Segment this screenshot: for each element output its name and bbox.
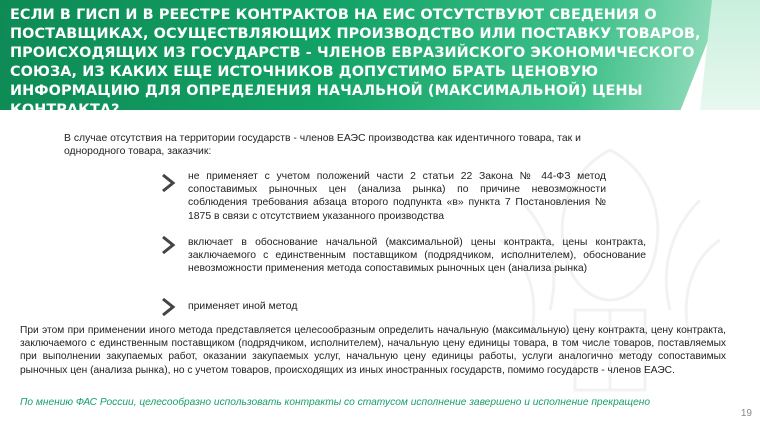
list-item-text: не применяет с учетом положений части 2 статьи 22 Закона № 44-ФЗ метод сопоставимых рыночных цен (анализа рынка) по причине невозможности соблюдения требования абзаца второго подпункта «в» пункта 7 Постановления № 1875 в связи с отсутствием указанного производства — [188, 171, 606, 222]
chevron-right-icon — [160, 236, 176, 254]
intro-text: В случае отсутствия на территории государств - членов ЕАЭС производства как идентичного товара, так и однородного товара, заказчик: — [64, 133, 581, 158]
chevron-right-icon — [160, 298, 176, 316]
page-number: 19 — [740, 408, 752, 419]
fas-note: По мнению ФАС России, целесообразно использовать контракты со статусом исполнение завершено и исполнение прекращено — [20, 397, 651, 408]
chevron-right-icon — [160, 174, 176, 192]
list-item-text: включает в обоснование начальной (максимальной) цены контракта, цены контракта, заключаемого с единственным поставщиком (подрядчиком, исполнителем), обоснование невозможности применения метода сопоставимых рыночных цен (анализа рынка) — [188, 237, 646, 275]
body-paragraph: При этом при применении иного метода представляется целесообразным определить начальную (максимальную) цену контракта, цену контракта, заключаемого с единственным поставщиком (подрядчиком, исполнителем), начальную цену единицы товара, в том числе товаров, поставляемых при выполнении закупаемых работ, оказании закупаемых услуг, начальную цену единицы работы, услуги аналогично методу сопоставимых рыночных цен (анализа рынка), но с учетом товаров, происходящих из иных иностранных государств, помимо государств - членов ЕАЭС. — [20, 325, 726, 376]
list-item-text: применяет иной метод — [188, 301, 298, 312]
page-title: ЕСЛИ В ГИСП И В РЕЕСТРЕ КОНТРАКТОВ НА ЕИС ОТСУТСТВУЮТ СВЕДЕНИЯ О ПОСТАВЩИКАХ, ОСУЩЕСТВЛЯЮЩИХ ПРОИЗВОДСТВО ИЛИ ПОСТАВКУ ТОВАРОВ, ПРОИСХОДЯЩИХ ИЗ ГОСУДАРСТВ - ЧЛЕНОВ ЕВРАЗИЙСКОГО ЭКОНОМИЧЕСКОГО СОЮЗА, ИЗ КАКИХ ЕЩЕ ИСТОЧНИКОВ ДОПУСТИМО БРАТЬ ЦЕНОВУЮ ИНФОРМАЦИЮ ДЛЯ ОПРЕДЕЛЕНИЯ НАЧАЛЬНОЙ (МАКСИМАЛЬНОЙ) ЦЕНЫ КОНТРАКТА? — [10, 7, 701, 118]
